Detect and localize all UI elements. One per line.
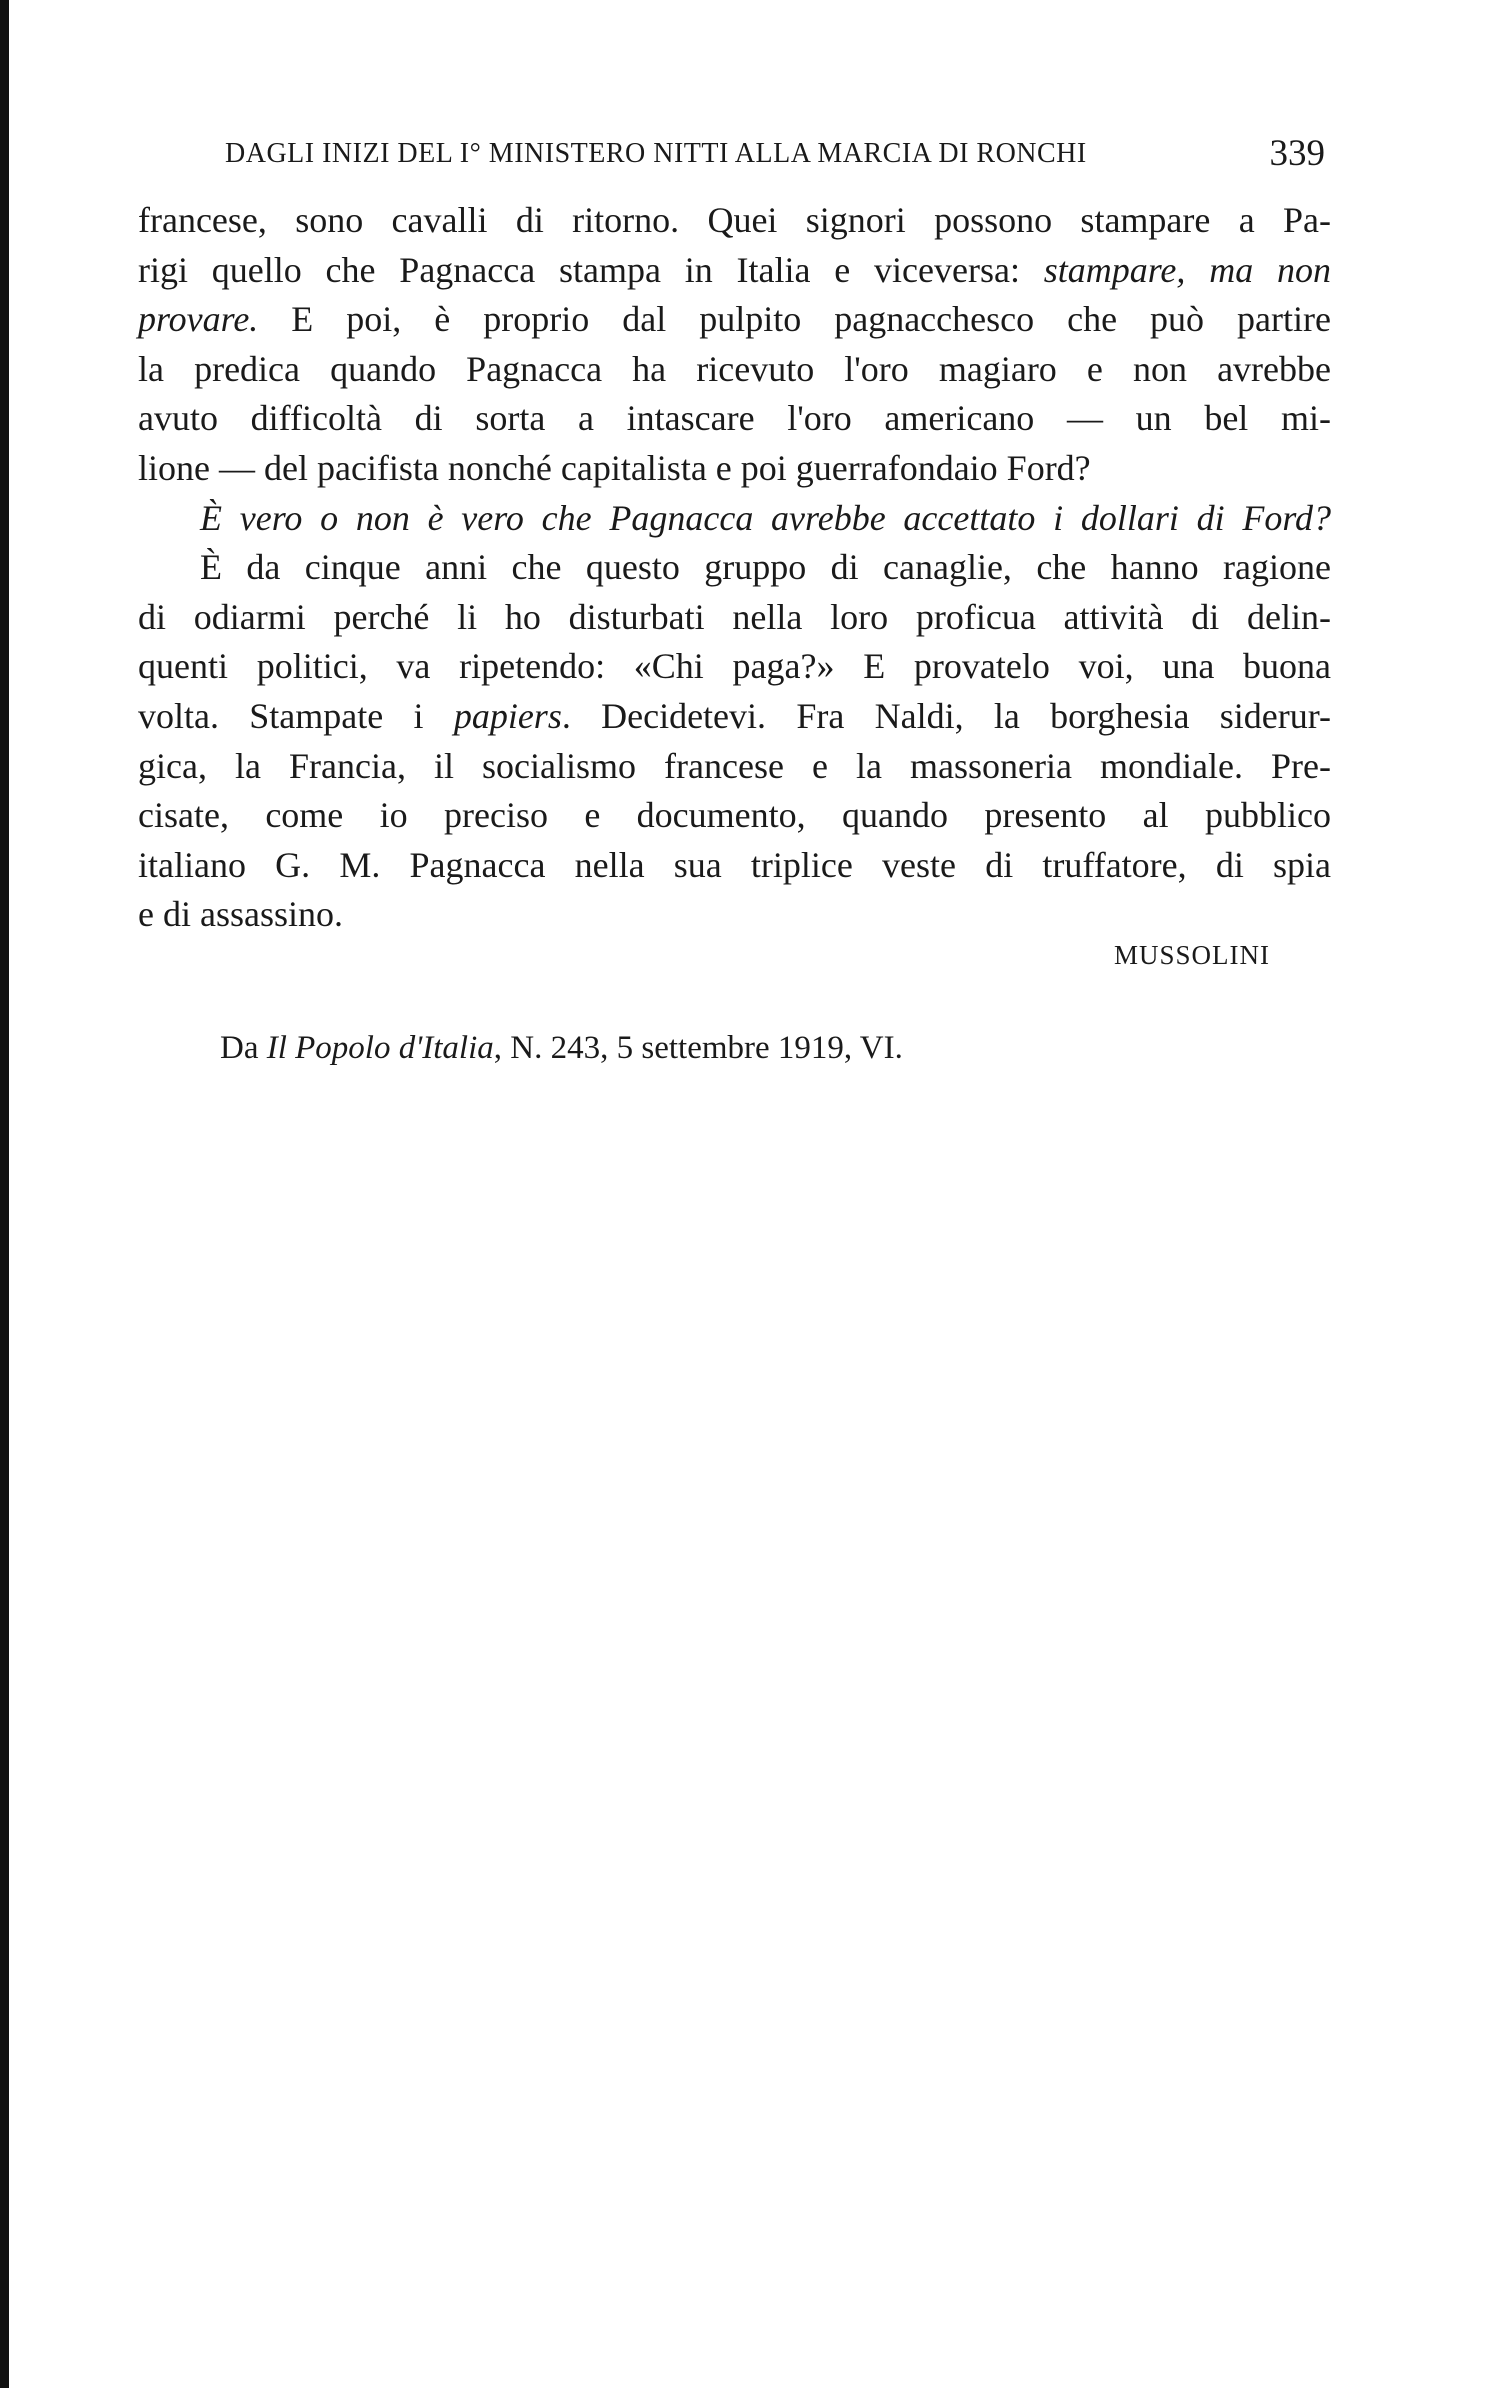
text-line: avuto difficoltà di sorta a intascare l'oro americano — un bel mi- xyxy=(138,398,1331,439)
italic-phrase: provare. xyxy=(138,299,259,340)
paragraph-2 xyxy=(138,494,1331,544)
text-run: rigi quello che Pagnacca stampa in Italia e viceversa: xyxy=(138,249,1044,290)
page-number: 339 xyxy=(1269,133,1325,174)
italic-phrase: stampare, ma non xyxy=(1043,249,1331,290)
source-prefix: Da xyxy=(220,1030,267,1066)
text-line xyxy=(138,295,1331,345)
page-edge-shadow xyxy=(0,0,9,2388)
text-line: lione — del pacifista nonché capitalista e poi guerrafondaio Ford? xyxy=(138,447,1091,488)
page-header xyxy=(225,132,1325,182)
text-line: gica, la Francia, il socialismo francese e la massoneria mondiale. Pre- xyxy=(138,745,1331,786)
text-line: la predica quando Pagnacca ha ricevuto l'oro magiaro e non avrebbe xyxy=(138,348,1331,389)
text-run: volta. Stampate i xyxy=(138,695,454,736)
text-line: È da cinque anni che questo gruppo di canaglie, che hanno ragione xyxy=(200,547,1331,588)
body-text xyxy=(138,196,1331,940)
text-line: di odiarmi perché li ho disturbati nella loro proficua attività di delin- xyxy=(138,596,1331,637)
text-line: quenti politici, va ripetendo: «Chi paga?» E provatelo voi, una buona xyxy=(138,646,1331,687)
text-run: . Decidetevi. Fra Naldi, la borghesia siderur- xyxy=(561,695,1331,736)
text-line xyxy=(138,246,1331,296)
italic-phrase: papiers xyxy=(453,695,562,736)
text-line: italiano G. M. Pagnacca nella sua triplice veste di truffatore, di spia xyxy=(138,844,1331,885)
source-note xyxy=(220,1030,903,1067)
text-line xyxy=(138,692,1331,742)
text-run: E poi, è proprio dal pulpito pagnacchesco che può partire xyxy=(258,299,1331,340)
text-line: e di assassino. xyxy=(138,894,343,935)
text-line: cisate, come io preciso e documento, quando presento al pubblico xyxy=(138,795,1331,836)
signature: MUSSOLINI xyxy=(1113,940,1270,970)
paragraph-1 xyxy=(138,196,1331,494)
italic-line: È vero o non è vero che Pagnacca avrebbe accettato i dollari di Ford? xyxy=(200,497,1331,538)
running-head: DAGLI INIZI DEL I° MINISTERO NITTI ALLA MARCIA DI RONCHI xyxy=(225,138,1087,169)
source-title: Il Popolo d'Italia xyxy=(266,1030,494,1066)
paragraph-3 xyxy=(138,543,1331,940)
source-suffix: , N. 243, 5 settembre 1919, VI. xyxy=(493,1030,903,1066)
text-line: francese, sono cavalli di ritorno. Quei signori possono stampare a Pa- xyxy=(138,200,1331,240)
